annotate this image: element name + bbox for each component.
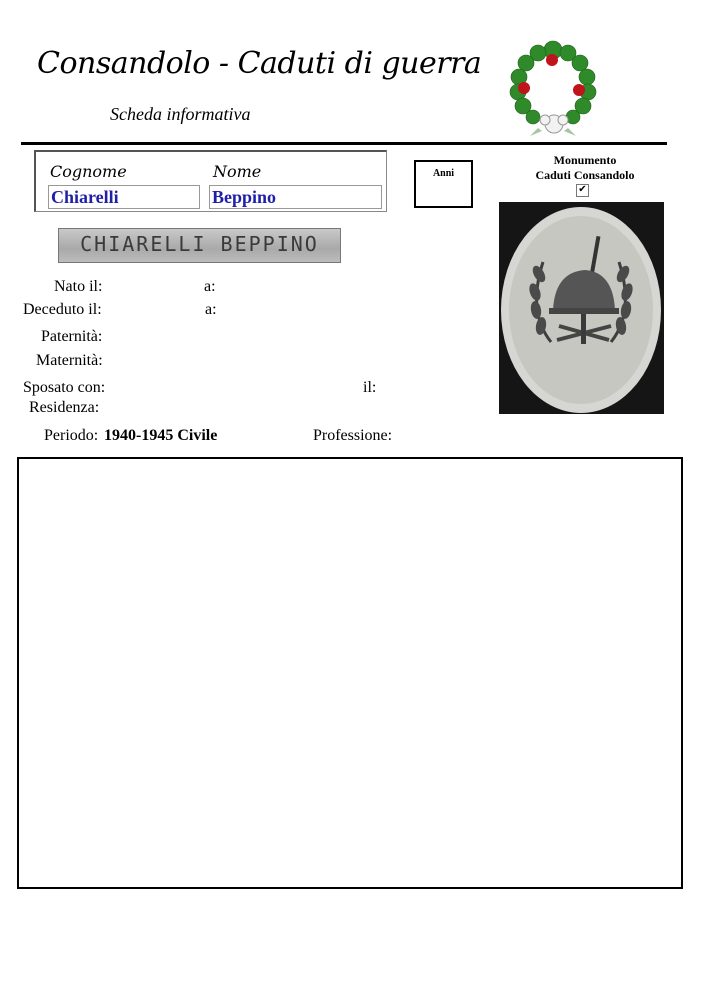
laurel-wreath-icon bbox=[508, 40, 598, 138]
residenza-label: Residenza: bbox=[29, 399, 100, 416]
monument-checkbox[interactable] bbox=[576, 184, 589, 197]
periodo-value: 1940-1945 Civile bbox=[104, 427, 218, 444]
page-title: Consandolo - Caduti di guerra bbox=[37, 46, 482, 81]
sposato-label: Sposato con: bbox=[23, 379, 106, 396]
notes-box[interactable] bbox=[17, 457, 683, 889]
paternita-label: Paternità: bbox=[41, 328, 103, 345]
nato-a-label: a: bbox=[204, 278, 216, 295]
plaque-inscription: CHIARELLI BEPPINO bbox=[80, 232, 319, 256]
monument-label bbox=[506, 153, 664, 183]
nome-label: Nome bbox=[213, 162, 262, 181]
header-divider bbox=[21, 142, 667, 145]
maternita-label: Maternità: bbox=[36, 352, 103, 369]
check-icon: ✔ bbox=[578, 184, 587, 195]
page-subtitle: Scheda informativa bbox=[110, 104, 251, 124]
cognome-field[interactable]: Chiarelli bbox=[48, 185, 200, 209]
monument-label-line2: Caduti Consandolo bbox=[535, 168, 635, 182]
nato-label: Nato il: bbox=[54, 278, 103, 295]
periodo-label: Periodo: bbox=[44, 427, 99, 444]
professione-label: Professione: bbox=[313, 427, 393, 444]
deceduto-a-label: a: bbox=[205, 301, 217, 318]
nome-field[interactable]: Beppino bbox=[209, 185, 382, 209]
helmet-laurel-medallion-icon bbox=[499, 202, 664, 414]
sposato-il-label: il: bbox=[363, 379, 377, 396]
deceduto-label: Deceduto il: bbox=[23, 301, 102, 318]
monument-label-line1: Monumento bbox=[553, 153, 617, 167]
cognome-label: Cognome bbox=[50, 162, 127, 181]
anni-box[interactable] bbox=[414, 160, 473, 208]
anni-label: Anni bbox=[432, 168, 455, 179]
